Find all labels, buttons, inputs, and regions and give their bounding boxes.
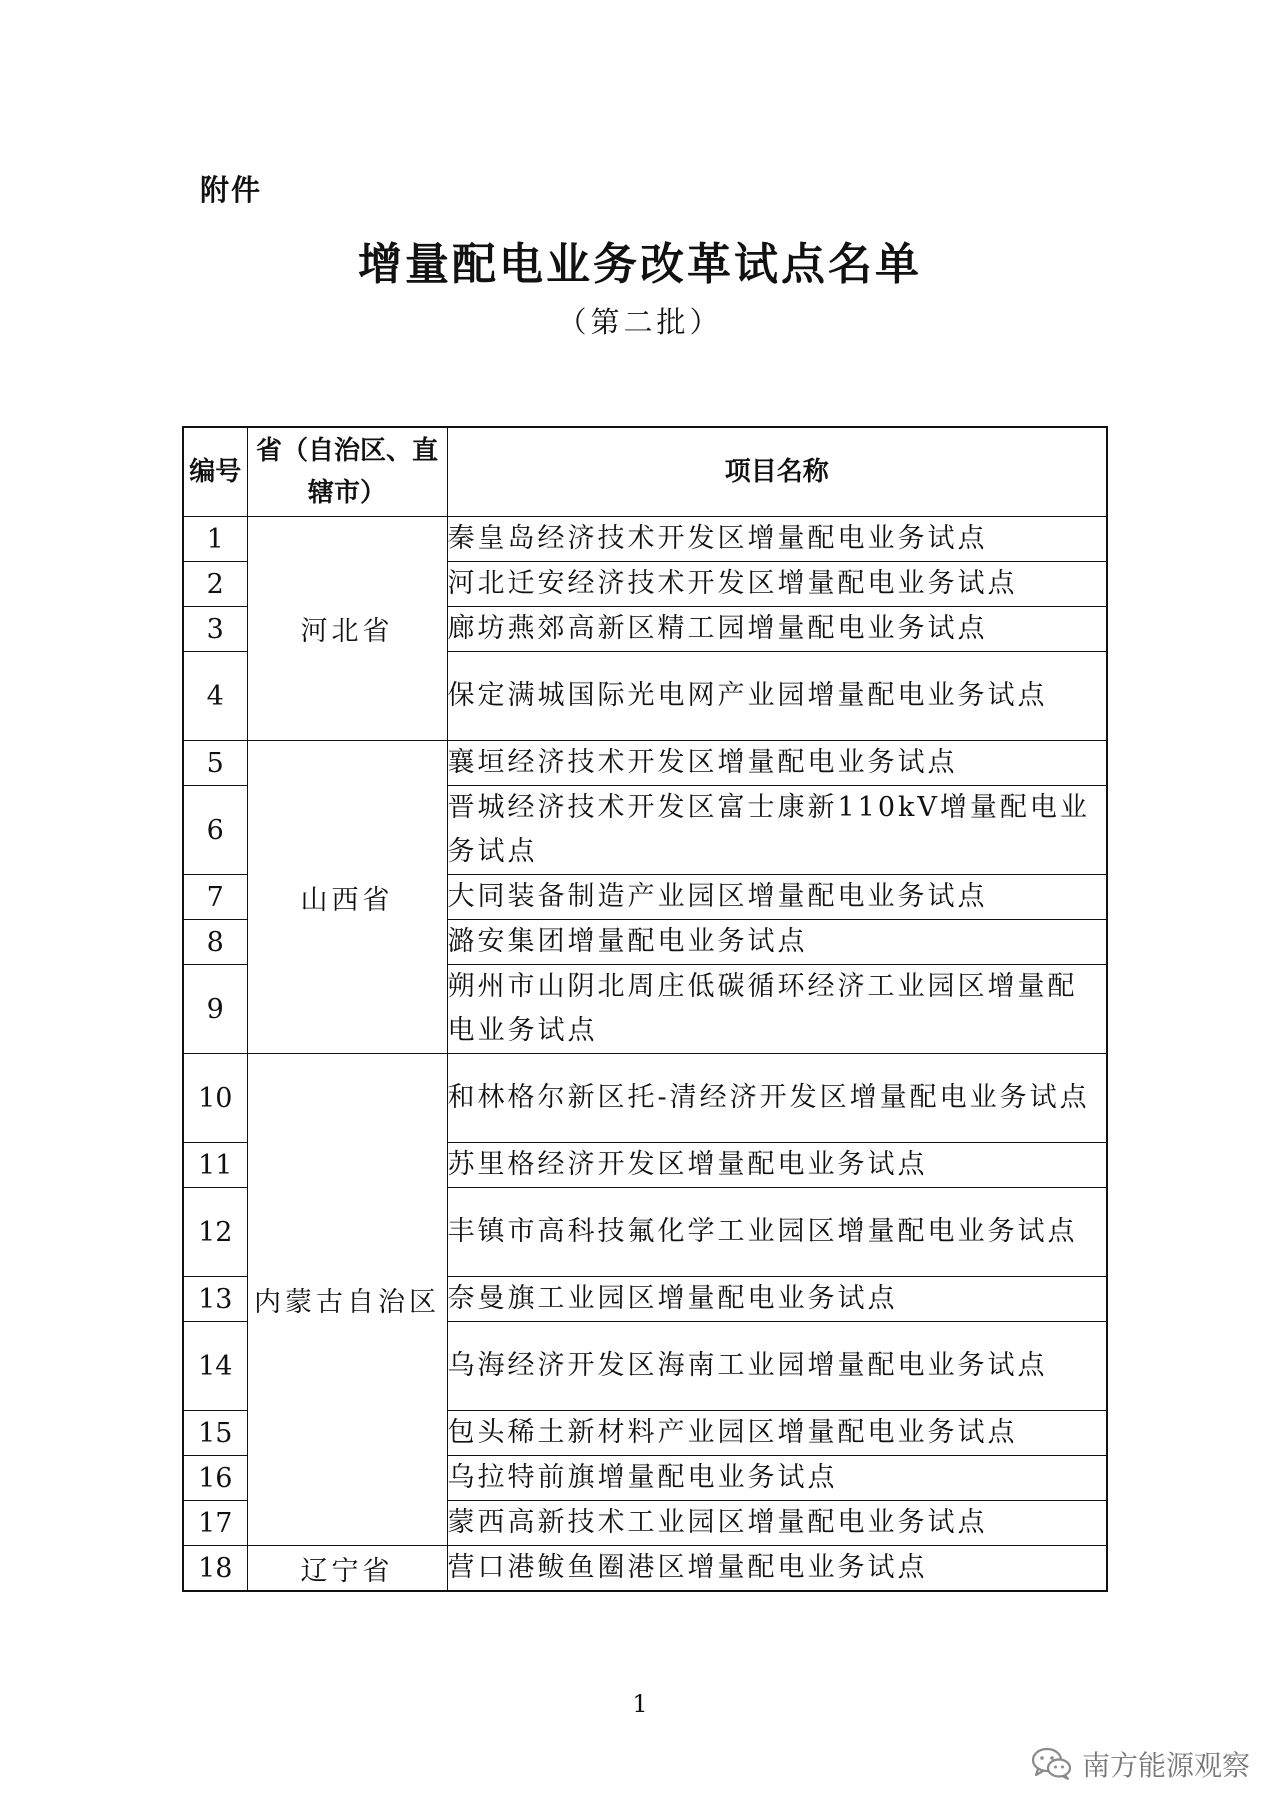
page-number: 1: [632, 1690, 648, 1718]
row-number: 17: [183, 1501, 247, 1546]
row-number: 10: [183, 1054, 247, 1143]
project-name: 乌海经济开发区海南工业园增量配电业务试点: [447, 1322, 1107, 1411]
row-number: 11: [183, 1143, 247, 1188]
row-number: 6: [183, 786, 247, 875]
table-row: [183, 1546, 1107, 1592]
table-row: [183, 517, 1107, 562]
document-title: 增量配电业务改革试点名单: [358, 239, 922, 290]
province-cell: 内蒙古自治区: [247, 1054, 447, 1546]
watermark-text: 南方能源观察: [1081, 1749, 1250, 1782]
project-name: 潞安集团增量配电业务试点: [447, 920, 1107, 965]
project-name: 营口港鲅鱼圈港区增量配电业务试点: [447, 1546, 1107, 1592]
province-cell: 辽宁省: [247, 1546, 447, 1592]
watermark: [1030, 1744, 1250, 1784]
row-number: 12: [183, 1188, 247, 1277]
project-name: 包头稀土新材料产业园区增量配电业务试点: [447, 1411, 1107, 1456]
wechat-icon: [1030, 1746, 1074, 1782]
row-number: 2: [183, 562, 247, 607]
header-project: 项目名称: [447, 427, 1107, 517]
table-row: [183, 1054, 1107, 1143]
project-name: 襄垣经济技术开发区增量配电业务试点: [447, 741, 1107, 786]
pilot-list-table: [182, 426, 1108, 1592]
project-name: 丰镇市高科技氟化学工业园区增量配电业务试点: [447, 1188, 1107, 1277]
row-number: 14: [183, 1322, 247, 1411]
row-number: 1: [183, 517, 247, 562]
province-cell: 山西省: [247, 741, 447, 1054]
row-number: 16: [183, 1456, 247, 1501]
document-subtitle: （第二批）: [557, 305, 723, 339]
row-number: 7: [183, 875, 247, 920]
project-name: 廊坊燕郊高新区精工园增量配电业务试点: [447, 607, 1107, 652]
project-name: 晋城经济技术开发区富士康新110kV增量配电业务试点: [447, 786, 1107, 875]
project-name: 保定满城国际光电网产业园增量配电业务试点: [447, 652, 1107, 741]
row-number: 4: [183, 652, 247, 741]
row-number: 3: [183, 607, 247, 652]
project-name: 蒙西高新技术工业园区增量配电业务试点: [447, 1501, 1107, 1546]
attachment-label: 附件: [200, 173, 263, 207]
project-name: 大同装备制造产业园区增量配电业务试点: [447, 875, 1107, 920]
project-name: 和林格尔新区托-清经济开发区增量配电业务试点: [447, 1054, 1107, 1143]
project-name: 河北迁安经济技术开发区增量配电业务试点: [447, 562, 1107, 607]
row-number: 9: [183, 965, 247, 1054]
row-number: 13: [183, 1277, 247, 1322]
header-province: 省（自治区、直辖市）: [247, 427, 447, 517]
table-row: [183, 741, 1107, 786]
project-name: 朔州市山阴北周庄低碳循环经济工业园区增量配电业务试点: [447, 965, 1107, 1054]
row-number: 15: [183, 1411, 247, 1456]
row-number: 18: [183, 1546, 247, 1592]
province-cell: 河北省: [247, 517, 447, 741]
table-header-row: [183, 427, 1107, 517]
row-number: 5: [183, 741, 247, 786]
project-name: 秦皇岛经济技术开发区增量配电业务试点: [447, 517, 1107, 562]
header-number: 编号: [183, 427, 247, 517]
project-name: 乌拉特前旗增量配电业务试点: [447, 1456, 1107, 1501]
row-number: 8: [183, 920, 247, 965]
project-name: 奈曼旗工业园区增量配电业务试点: [447, 1277, 1107, 1322]
project-name: 苏里格经济开发区增量配电业务试点: [447, 1143, 1107, 1188]
